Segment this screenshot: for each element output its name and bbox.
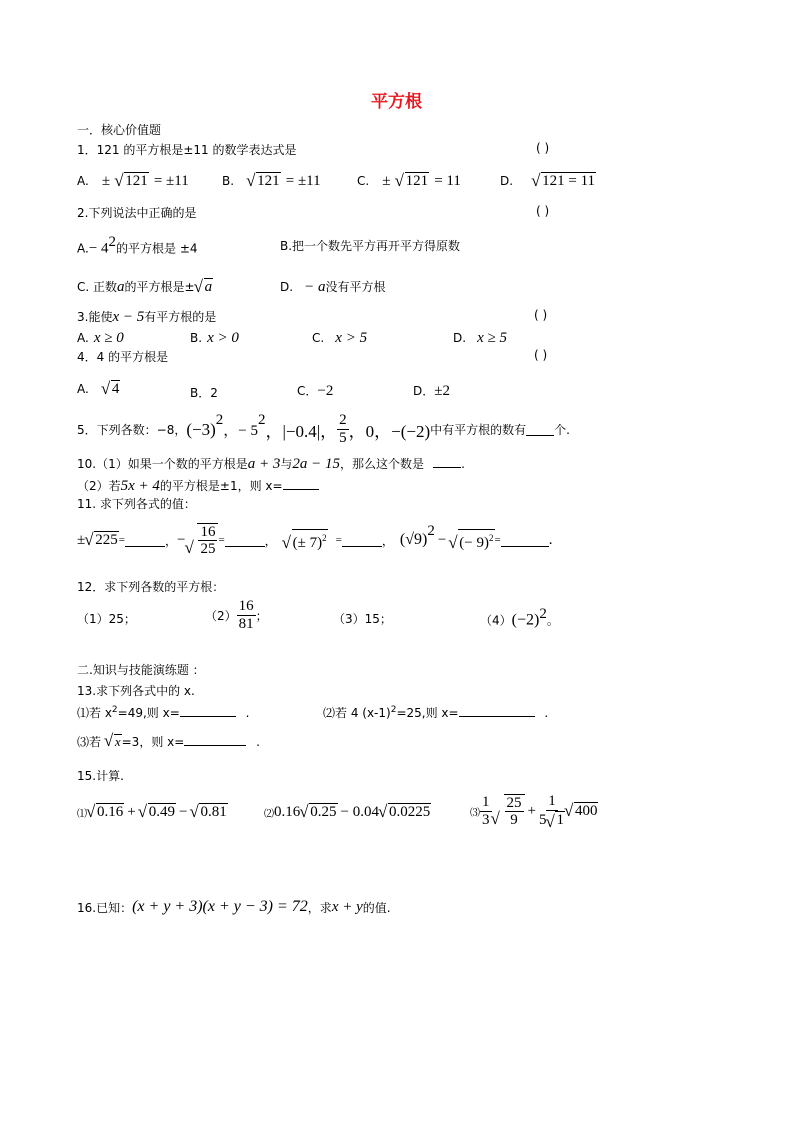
q3-option-b: [190, 327, 239, 347]
answer-blank[interactable]: [283, 477, 319, 490]
sqrt: [102, 380, 121, 398]
math-expr: x + y: [331, 898, 363, 915]
radicand: (± 7): [292, 534, 323, 551]
rhs: = ±11: [153, 173, 189, 189]
q13-part1: [77, 704, 249, 721]
radicand: 0.49: [148, 804, 175, 820]
denominator: 9: [510, 812, 518, 828]
q12-part3: （3）15；: [333, 612, 392, 626]
option-label: C.: [357, 174, 370, 188]
math-expr: x ≥ 0: [93, 330, 124, 346]
math-expr: ，|−0.4|，: [265, 422, 338, 441]
q2-option-a: [77, 234, 198, 257]
part-label: （2）: [205, 609, 237, 623]
period: .: [544, 706, 549, 720]
answer-blank[interactable]: [526, 423, 554, 436]
stem-text: 有平方根的是: [144, 310, 217, 324]
q10-part2: [77, 475, 319, 495]
stem-text: 10.（1）如果一个数的平方根是: [77, 457, 248, 471]
math-expr: x > 0: [207, 330, 239, 346]
part-text: =25,则 x=: [396, 706, 459, 720]
math-expr: (−2): [511, 611, 540, 629]
sqrt: [185, 523, 218, 557]
part-label: ⑶: [470, 807, 480, 819]
sqrt: [532, 172, 596, 190]
q3-option-d: [453, 327, 507, 347]
q4-option-a: [77, 378, 120, 398]
math-expr: 5x + 4: [120, 478, 160, 494]
radicand: x: [114, 734, 121, 749]
part-label: ⑴: [77, 808, 87, 820]
option-label: B.: [222, 174, 235, 188]
sqrt: [195, 278, 214, 296]
option-label: C. 正数: [77, 280, 118, 294]
stem-text: .: [461, 457, 465, 471]
numerator: 1: [482, 793, 490, 810]
sqrt: [449, 529, 494, 552]
q5: [77, 412, 570, 447]
math-expr: −2: [317, 383, 334, 399]
option-label: C.: [312, 331, 325, 345]
radicand: 4: [111, 381, 120, 397]
rhs: = 11: [434, 173, 461, 189]
q3-option-a: [77, 327, 124, 347]
section-1-heading: 一．核心价值题: [77, 123, 162, 137]
q3-stem: [77, 306, 216, 326]
math-expr: x − 5: [112, 309, 145, 325]
q2-answer-paren: ( ): [536, 204, 550, 218]
part-text: =49,则 x=: [117, 706, 180, 720]
option-label: A.: [77, 241, 89, 256]
radicand: a: [204, 279, 213, 295]
minus: −: [176, 531, 186, 548]
superscript: 2: [322, 532, 327, 543]
option-text: 没有平方根: [325, 280, 386, 294]
comma: ，: [381, 533, 394, 548]
q1-option-a: [77, 170, 189, 190]
radicand: 1: [556, 812, 564, 828]
option-label: B.: [190, 331, 203, 345]
q3-answer-paren: ( ): [534, 308, 548, 322]
equals: =: [218, 534, 225, 546]
radicand: 400: [574, 803, 598, 819]
radicand: 121: [542, 173, 565, 189]
coefficient: − 0.04: [340, 803, 379, 820]
option-text: 的平方根是±: [124, 280, 195, 294]
q12-part2: [205, 598, 268, 633]
sqrt: [300, 803, 337, 821]
equals: =: [494, 534, 501, 546]
plus: +: [527, 802, 536, 819]
superscript: 2: [215, 412, 224, 428]
option-label: D.: [500, 174, 514, 188]
part-label: （4）: [480, 613, 512, 628]
q12-part4: [480, 606, 559, 629]
option-label: D.: [453, 331, 467, 345]
comma: ，: [264, 533, 277, 548]
equals: =: [118, 534, 125, 546]
part-text: ⑵若 4 (x-1): [323, 706, 391, 720]
page-title: 平方根: [371, 92, 422, 112]
math-expr: 2a − 15: [292, 456, 340, 472]
denominator: 3: [482, 811, 490, 828]
q10-part1: [77, 453, 465, 473]
fraction: [237, 598, 256, 633]
q16: [77, 898, 391, 916]
q4-stem: 4．4 的平方根是: [77, 350, 169, 364]
q2-stem: 2.下列说法中正确的是: [77, 206, 197, 220]
sqrt: [492, 794, 525, 828]
fraction: [337, 412, 349, 447]
stem-text: 中有平方根的数有: [430, 423, 527, 437]
superscript: 2: [257, 412, 266, 428]
stem-text: ，那么这个数是: [340, 457, 425, 471]
option-text: 的平方根是 ±4: [116, 241, 198, 256]
radicand: 0.16: [97, 804, 124, 820]
radicand: 121: [257, 173, 280, 189]
answer-blank[interactable]: [342, 534, 382, 547]
radicand: 0.81: [200, 804, 227, 820]
stem-text: （2）若: [77, 479, 121, 493]
q11-expressions: [77, 523, 552, 557]
math-expr: − 4: [88, 240, 109, 257]
q4-option-d: [413, 380, 450, 400]
sqrt: [87, 803, 124, 821]
q15-stem: 15.计算.: [77, 769, 124, 783]
section-2-heading: 二.知识与技能演练题 ：: [77, 663, 205, 677]
q13-part2: [323, 704, 548, 721]
math-expr: a + 3: [247, 456, 281, 472]
superscript: 2: [111, 705, 118, 715]
part-label: ⑵: [264, 808, 274, 820]
numerator: 1: [548, 793, 556, 809]
radicand: 0.25: [310, 804, 337, 820]
q12-part1: （1）25；: [77, 612, 136, 626]
plus-minus: ±: [77, 531, 86, 548]
radicand: 0.0225: [388, 804, 431, 820]
answer-blank[interactable]: [459, 704, 535, 717]
sqrt: [396, 172, 430, 190]
q4-answer-paren: ( ): [534, 348, 548, 362]
answer-blank[interactable]: [184, 733, 246, 746]
numerator: √ 25: [506, 795, 522, 811]
denominator: 25: [200, 541, 216, 557]
math-expr: (x + y + 3)(x + y − 3) = 72: [132, 898, 308, 915]
q11-stem: 11. 求下列各式的值：: [77, 497, 196, 511]
radicand: 225: [95, 532, 118, 548]
option-label: D.: [280, 280, 294, 294]
stem-text: 的平方根是±1，则 x=: [159, 479, 283, 493]
part-text: ⑴若 x: [77, 706, 112, 720]
denominator-coef: 5: [538, 812, 547, 828]
q1-stem: 1．121 的平方根是±11 的数学表达式是: [77, 143, 297, 157]
stem-text: 16.已知：: [77, 900, 133, 915]
rhs: = ±11: [285, 173, 321, 189]
answer-blank[interactable]: [125, 534, 165, 547]
q13-part3: [77, 733, 260, 750]
period: .: [245, 706, 250, 720]
sqrt: [190, 803, 227, 821]
numerator: 2: [339, 412, 347, 428]
q1-option-c: [357, 170, 461, 190]
radicand: 121: [405, 173, 429, 189]
q4-option-c: [297, 380, 333, 400]
sqrt: [283, 529, 328, 552]
plus-minus: ±: [101, 173, 111, 189]
sqrt: [546, 811, 565, 829]
plus: +: [127, 803, 136, 820]
math-expr: (−3): [186, 419, 216, 439]
part-text: ⑶若: [77, 735, 102, 749]
q13-stem: 13.求下列各式中的 x.: [77, 684, 195, 698]
q15-part3: [470, 793, 598, 829]
answer-blank[interactable]: [225, 534, 265, 547]
superscript: 2: [390, 705, 397, 715]
minus: −: [437, 531, 447, 548]
part-tail: ；: [255, 609, 268, 623]
q1-answer-paren: ( ): [536, 141, 550, 155]
q4-option-b: B．2: [190, 386, 218, 400]
sqrt: [379, 803, 431, 821]
coefficient: 0.16: [274, 803, 301, 820]
sqrt: [105, 734, 122, 750]
q12-stem: 12．求下列各数的平方根：: [77, 580, 225, 594]
q1-option-d: [500, 170, 596, 190]
q2-option-d: [280, 276, 386, 296]
answer-blank[interactable]: [180, 704, 236, 717]
stem-text: 5．下列各数：−8，: [77, 423, 187, 437]
q15-part1: [77, 803, 228, 821]
equals: =: [335, 534, 342, 546]
math-expr: ±2: [434, 383, 450, 399]
math-expr: (√9): [399, 531, 428, 548]
q2-option-b: B.把一个数先平方再开平方得原数: [280, 239, 461, 253]
sqrt: [139, 803, 176, 821]
stem-text: 个.: [554, 423, 570, 437]
radicand: (− 9): [459, 534, 489, 551]
rhs: = 11: [568, 173, 596, 189]
comma: ，: [164, 533, 177, 548]
stem-text: 与: [280, 457, 293, 471]
minus: −: [178, 803, 188, 820]
superscript: 2: [539, 606, 547, 622]
numerator: 16: [238, 598, 254, 614]
part-tail: 。: [546, 613, 559, 628]
stem-text: 的值.: [362, 900, 391, 915]
period: .: [256, 735, 260, 749]
option-label: A.: [77, 331, 89, 345]
option-label: C．: [297, 384, 318, 398]
denominator: 5: [339, 430, 347, 446]
part-text: =3，则 x=: [121, 735, 185, 749]
stem-text: ，求: [307, 900, 332, 915]
math-expr: x > 5: [335, 330, 368, 346]
q15-part2: [264, 803, 431, 821]
stem-text: 3.能使: [77, 310, 113, 324]
option-label: A.: [77, 382, 89, 396]
superscript: 2: [108, 234, 117, 250]
math-expr: x ≥ 5: [477, 330, 508, 346]
sqrt: [247, 172, 281, 190]
superscript: 2: [489, 532, 494, 543]
math-expr: ，− 5: [223, 423, 258, 439]
option-label: D．: [413, 384, 435, 398]
sqrt: [115, 172, 149, 190]
math-expr: ，0，−(−2): [348, 422, 431, 441]
plus-minus: ±: [382, 173, 391, 189]
sqrt: [85, 531, 119, 549]
period: .: [548, 531, 553, 548]
sqrt: [565, 802, 599, 820]
q3-option-c: [312, 327, 367, 347]
variable: a: [117, 279, 125, 295]
superscript: 2: [427, 523, 435, 539]
q1-option-b: [222, 170, 321, 190]
numerator: √ 16: [200, 524, 216, 540]
math-expr: − a: [304, 279, 326, 295]
radicand: 121: [125, 173, 148, 189]
answer-blank[interactable]: [501, 534, 549, 547]
denominator: 81: [238, 616, 254, 632]
fraction: [539, 793, 565, 829]
option-label: A.: [77, 174, 89, 188]
answer-blank[interactable]: [433, 455, 461, 468]
q2-option-c: [77, 276, 213, 296]
